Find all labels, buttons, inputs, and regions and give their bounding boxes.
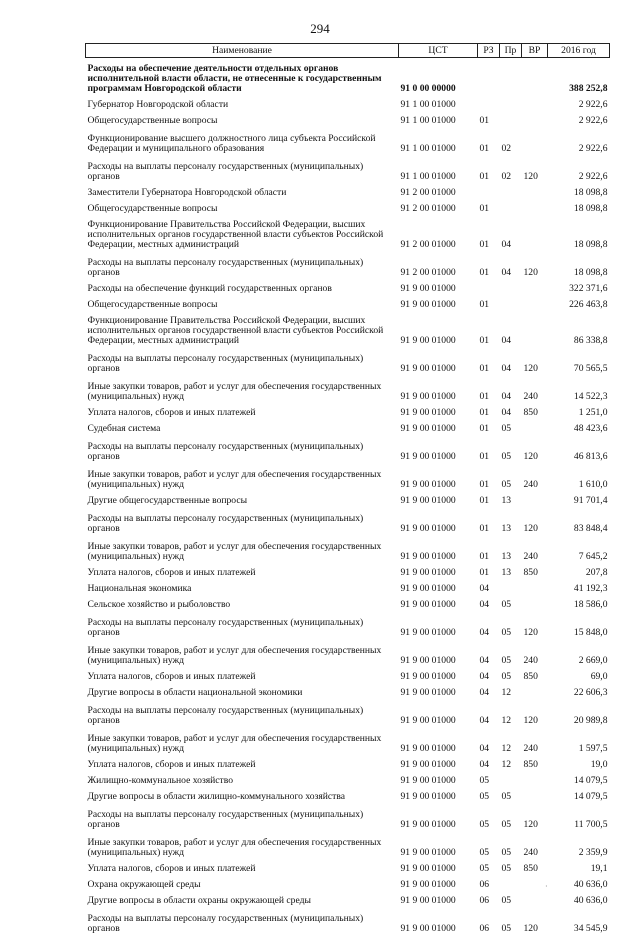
cell-cst: 91 9 00 01000 — [399, 434, 478, 462]
cell-vr — [522, 126, 548, 154]
cell-vr — [522, 682, 548, 698]
cell-pr: 05 — [500, 418, 522, 434]
cell-amount: 1 610,0 — [548, 462, 610, 490]
cell-cst: 91 2 00 01000 — [399, 214, 478, 250]
cell-name: Губернатор Новгородской области — [86, 94, 399, 110]
cell-name: Расходы на выплаты персоналу государственных (муниципальных) органов — [86, 154, 399, 182]
cell-amount: 11 700,5 — [548, 802, 610, 830]
cell-vr — [522, 214, 548, 250]
cell-cst: 91 1 00 01000 — [399, 126, 478, 154]
cell-rz: 04 — [478, 578, 500, 594]
cell-rz: 01 — [478, 562, 500, 578]
cell-cst: 91 9 00 01000 — [399, 534, 478, 562]
cell-pr — [500, 182, 522, 198]
cell-vr: 240 — [522, 830, 548, 858]
cell-vr — [522, 198, 548, 214]
cell-rz: 01 — [478, 346, 500, 374]
cell-amount: 2 922,6 — [548, 126, 610, 154]
cell-name: Другие вопросы в области жилищно-коммунального хозяйства — [86, 786, 399, 802]
cell-amount: 19,0 — [548, 754, 610, 770]
cell-name: Расходы на выплаты персоналу государственных (муниципальных) органов — [86, 802, 399, 830]
cell-name: Национальная экономика — [86, 578, 399, 594]
cell-name: Расходы на обеспечение функций государственных органов — [86, 278, 399, 294]
cell-rz: 01 — [478, 294, 500, 310]
cell-vr — [522, 110, 548, 126]
cell-vr: 240 — [522, 462, 548, 490]
cell-vr: 120 — [522, 610, 548, 638]
cell-amount: 18 098,8 — [548, 182, 610, 198]
cell-cst: 91 1 00 01000 — [399, 154, 478, 182]
cell-name: Расходы на выплаты персоналу государственных (муниципальных) органов — [86, 250, 399, 278]
cell-name: Сельское хозяйство и рыболовство — [86, 594, 399, 610]
cell-vr — [522, 786, 548, 802]
cell-pr: 05 — [500, 610, 522, 638]
cell-pr: 04 — [500, 346, 522, 374]
cell-name: Иные закупки товаров, работ и услуг для обеспечения государственных (муниципальных) нужд — [86, 830, 399, 858]
cell-cst: 91 9 00 01000 — [399, 754, 478, 770]
table-row — [86, 770, 610, 786]
table-row — [86, 610, 610, 638]
cell-name: Расходы на выплаты персоналу государственных (муниципальных) органов — [86, 610, 399, 638]
cell-pr: 13 — [500, 506, 522, 534]
cell-name: Другие общегосударственные вопросы — [86, 490, 399, 506]
table-row — [86, 462, 610, 490]
cell-amount: 1 251,0 — [548, 402, 610, 418]
cell-pr: 13 — [500, 562, 522, 578]
table-header — [86, 44, 610, 58]
page-number: 294 — [0, 21, 640, 37]
cell-cst: 91 1 00 01000 — [399, 110, 478, 126]
cell-cst: 91 9 00 01000 — [399, 890, 478, 906]
cell-name: Другие вопросы в области национальной экономики — [86, 682, 399, 698]
cell-vr — [522, 578, 548, 594]
cell-rz: 04 — [478, 698, 500, 726]
cell-name: Иные закупки товаров, работ и услуг для обеспечения государственных (муниципальных) нужд — [86, 534, 399, 562]
cell-pr: 05 — [500, 638, 522, 666]
cell-rz: 01 — [478, 198, 500, 214]
cell-pr — [500, 578, 522, 594]
cell-rz: 06 — [478, 890, 500, 906]
cell-name: Расходы на выплаты персоналу государственных (муниципальных) органов — [86, 506, 399, 534]
table-row — [86, 754, 610, 770]
cell-cst: 91 9 00 01000 — [399, 858, 478, 874]
cell-amount: 2 922,6 — [548, 94, 610, 110]
cell-pr: 02 — [500, 126, 522, 154]
table-body — [86, 58, 610, 934]
table-row — [86, 906, 610, 934]
table-row — [86, 490, 610, 506]
cell-cst: 91 9 00 01000 — [399, 374, 478, 402]
cell-amount: 322 371,6 — [548, 278, 610, 294]
cell-name: Уплата налогов, сборов и иных платежей — [86, 858, 399, 874]
cell-amount: 2 922,6 — [548, 154, 610, 182]
cell-vr — [522, 594, 548, 610]
table-row — [86, 126, 610, 154]
cell-cst: 91 9 00 01000 — [399, 638, 478, 666]
cell-vr: 240 — [522, 638, 548, 666]
cell-vr: 240 — [522, 726, 548, 754]
table-row — [86, 534, 610, 562]
cell-rz — [478, 278, 500, 294]
cell-amount: 2 922,6 — [548, 110, 610, 126]
cell-pr: 04 — [500, 402, 522, 418]
cell-cst: 91 9 00 01000 — [399, 726, 478, 754]
cell-rz: 01 — [478, 250, 500, 278]
table-row — [86, 890, 610, 906]
cell-pr: 02 — [500, 154, 522, 182]
cell-amount: 40 636,0 — [548, 890, 610, 906]
table-row — [86, 830, 610, 858]
cell-rz: 05 — [478, 830, 500, 858]
cell-pr — [500, 94, 522, 110]
cell-cst: 91 9 00 01000 — [399, 874, 478, 890]
cell-pr: 05 — [500, 830, 522, 858]
table-row — [86, 434, 610, 462]
table-row — [86, 182, 610, 198]
table-row — [86, 402, 610, 418]
cell-pr: 05 — [500, 906, 522, 934]
cell-vr — [522, 310, 548, 346]
cell-name: Уплата налогов, сборов и иных платежей — [86, 666, 399, 682]
cell-amount: 207,8 — [548, 562, 610, 578]
cell-pr: 12 — [500, 754, 522, 770]
cell-name: Расходы на выплаты персоналу государственных (муниципальных) органов — [86, 906, 399, 934]
cell-amount: 41 192,3 — [548, 578, 610, 594]
cell-name: Функционирование высшего должностного лица субъекта Российской Федерации и муниципального образования — [86, 126, 399, 154]
cell-vr — [522, 770, 548, 786]
cell-name: Уплата налогов, сборов и иных платежей — [86, 754, 399, 770]
cell-cst: 91 9 00 01000 — [399, 562, 478, 578]
cell-amount: 34 545,9 — [548, 906, 610, 934]
cell-pr — [500, 58, 522, 95]
cell-amount: 91 701,4 — [548, 490, 610, 506]
cell-vr: 850 — [522, 562, 548, 578]
cell-rz — [478, 182, 500, 198]
table-row — [86, 310, 610, 346]
table-row — [86, 682, 610, 698]
cell-rz: 01 — [478, 214, 500, 250]
table-row — [86, 418, 610, 434]
cell-rz: 04 — [478, 666, 500, 682]
cell-pr: 05 — [500, 594, 522, 610]
cell-amount: 48 423,6 — [548, 418, 610, 434]
cell-rz: 01 — [478, 126, 500, 154]
cell-name: Охрана окружающей среды — [86, 874, 399, 890]
cell-cst: 91 9 00 01000 — [399, 294, 478, 310]
cell-cst: 91 9 00 01000 — [399, 682, 478, 698]
cell-cst: 91 9 00 01000 — [399, 278, 478, 294]
cell-pr: 05 — [500, 462, 522, 490]
header-cst: ЦСТ — [399, 44, 478, 58]
cell-amount: 69,0 — [548, 666, 610, 682]
cell-name: Иные закупки товаров, работ и услуг для обеспечения государственных (муниципальных) нужд — [86, 726, 399, 754]
cell-vr: 850 — [522, 754, 548, 770]
cell-rz: 01 — [478, 310, 500, 346]
cell-vr: 850 — [522, 858, 548, 874]
cell-cst: 91 9 00 01000 — [399, 906, 478, 934]
cell-vr — [522, 58, 548, 95]
cell-cst: 91 9 00 01000 — [399, 418, 478, 434]
header-name: Наименование — [86, 44, 399, 58]
cell-cst: 91 9 00 01000 — [399, 578, 478, 594]
table-row — [86, 278, 610, 294]
scan-speck: · — [545, 882, 548, 891]
cell-name: Судебная система — [86, 418, 399, 434]
cell-vr — [522, 182, 548, 198]
cell-amount: 22 606,3 — [548, 682, 610, 698]
table-row — [86, 154, 610, 182]
cell-amount: 2 359,9 — [548, 830, 610, 858]
cell-vr — [522, 874, 548, 890]
cell-vr: 120 — [522, 698, 548, 726]
table-row — [86, 198, 610, 214]
cell-name: Иные закупки товаров, работ и услуг для обеспечения государственных (муниципальных) нужд — [86, 638, 399, 666]
cell-vr — [522, 418, 548, 434]
cell-cst: 91 9 00 01000 — [399, 770, 478, 786]
cell-rz: 01 — [478, 462, 500, 490]
cell-pr: 04 — [500, 214, 522, 250]
cell-vr: 240 — [522, 374, 548, 402]
cell-rz: 05 — [478, 770, 500, 786]
cell-cst: 91 9 00 01000 — [399, 346, 478, 374]
cell-pr: 12 — [500, 726, 522, 754]
cell-name: Расходы на обеспечение деятельности отдельных органов исполнительной власти области, не отнесенные к государственным программам Новгородской области — [86, 58, 399, 95]
cell-name: Иные закупки товаров, работ и услуг для обеспечения государственных (муниципальных) нужд — [86, 374, 399, 402]
table-row — [86, 214, 610, 250]
cell-pr: 05 — [500, 786, 522, 802]
cell-cst: 91 9 00 01000 — [399, 506, 478, 534]
cell-amount: 226 463,8 — [548, 294, 610, 310]
cell-vr: 120 — [522, 506, 548, 534]
cell-amount: 40 636,0 — [548, 874, 610, 890]
cell-pr — [500, 198, 522, 214]
cell-amount: 18 098,8 — [548, 198, 610, 214]
cell-amount: 86 338,8 — [548, 310, 610, 346]
table-row — [86, 58, 610, 95]
cell-cst: 91 2 00 01000 — [399, 250, 478, 278]
cell-pr — [500, 278, 522, 294]
cell-vr: 120 — [522, 802, 548, 830]
cell-rz — [478, 58, 500, 95]
cell-pr: 05 — [500, 666, 522, 682]
cell-cst: 91 9 00 01000 — [399, 462, 478, 490]
table-row — [86, 374, 610, 402]
cell-amount: 14 079,5 — [548, 786, 610, 802]
cell-rz: 06 — [478, 874, 500, 890]
table-row — [86, 562, 610, 578]
cell-rz: 04 — [478, 726, 500, 754]
table-row — [86, 786, 610, 802]
cell-cst: 91 9 00 01000 — [399, 666, 478, 682]
cell-pr: 05 — [500, 802, 522, 830]
cell-rz — [478, 94, 500, 110]
cell-vr: 120 — [522, 906, 548, 934]
cell-name: Заместители Губернатора Новгородской области — [86, 182, 399, 198]
cell-rz: 01 — [478, 402, 500, 418]
cell-name: Общегосударственные вопросы — [86, 110, 399, 126]
cell-name: Функционирование Правительства Российской Федерации, высших исполнительных органов государственной власти субъектов Российской Федерации, местных администраций — [86, 310, 399, 346]
cell-amount: 14 522,3 — [548, 374, 610, 402]
cell-name: Расходы на выплаты персоналу государственных (муниципальных) органов — [86, 346, 399, 374]
cell-vr: 120 — [522, 250, 548, 278]
cell-cst: 91 9 00 01000 — [399, 490, 478, 506]
cell-pr: 12 — [500, 682, 522, 698]
cell-vr: 120 — [522, 346, 548, 374]
cell-vr — [522, 278, 548, 294]
table-row — [86, 726, 610, 754]
header-vr: ВР — [522, 44, 548, 58]
cell-rz: 04 — [478, 754, 500, 770]
cell-pr — [500, 770, 522, 786]
cell-cst: 91 9 00 01000 — [399, 610, 478, 638]
cell-amount: 18 586,0 — [548, 594, 610, 610]
table-row — [86, 110, 610, 126]
table-row — [86, 94, 610, 110]
cell-amount: 19,1 — [548, 858, 610, 874]
cell-pr: 05 — [500, 434, 522, 462]
cell-rz: 04 — [478, 610, 500, 638]
cell-rz: 01 — [478, 374, 500, 402]
cell-vr: 120 — [522, 434, 548, 462]
cell-rz: 05 — [478, 802, 500, 830]
cell-cst: 91 9 00 01000 — [399, 698, 478, 726]
budget-table — [85, 43, 610, 934]
cell-cst: 91 9 00 01000 — [399, 786, 478, 802]
cell-rz: 01 — [478, 434, 500, 462]
cell-pr: 04 — [500, 374, 522, 402]
cell-rz: 01 — [478, 110, 500, 126]
cell-vr: 850 — [522, 402, 548, 418]
cell-rz: 04 — [478, 682, 500, 698]
cell-amount: 83 848,4 — [548, 506, 610, 534]
header-year: 2016 год — [548, 44, 610, 58]
cell-pr — [500, 294, 522, 310]
cell-amount: 46 813,6 — [548, 434, 610, 462]
cell-rz: 01 — [478, 534, 500, 562]
cell-pr: 12 — [500, 698, 522, 726]
cell-vr — [522, 94, 548, 110]
table-row — [86, 874, 610, 890]
cell-name: Другие вопросы в области охраны окружающей среды — [86, 890, 399, 906]
cell-name: Функционирование Правительства Российской Федерации, высших исполнительных органов государственной власти субъектов Российской Федерации, местных администраций — [86, 214, 399, 250]
cell-cst: 91 1 00 01000 — [399, 94, 478, 110]
cell-amount: 18 098,8 — [548, 214, 610, 250]
cell-amount: 388 252,8 — [548, 58, 610, 95]
cell-name: Общегосударственные вопросы — [86, 294, 399, 310]
cell-cst: 91 9 00 01000 — [399, 402, 478, 418]
cell-cst: 91 9 00 01000 — [399, 310, 478, 346]
cell-pr — [500, 110, 522, 126]
cell-amount: 14 079,5 — [548, 770, 610, 786]
cell-vr — [522, 294, 548, 310]
cell-vr — [522, 890, 548, 906]
cell-vr: 850 — [522, 666, 548, 682]
cell-vr — [522, 490, 548, 506]
table-row — [86, 858, 610, 874]
cell-cst: 91 2 00 01000 — [399, 182, 478, 198]
cell-name: Уплата налогов, сборов и иных платежей — [86, 562, 399, 578]
table-row — [86, 578, 610, 594]
table-row — [86, 638, 610, 666]
cell-amount: 70 565,5 — [548, 346, 610, 374]
cell-pr: 13 — [500, 534, 522, 562]
cell-amount: 18 098,8 — [548, 250, 610, 278]
header-pr: Пр — [500, 44, 522, 58]
table-row — [86, 594, 610, 610]
cell-vr: 120 — [522, 154, 548, 182]
cell-rz: 01 — [478, 506, 500, 534]
cell-amount: 20 989,8 — [548, 698, 610, 726]
cell-pr: 04 — [500, 310, 522, 346]
cell-pr: 05 — [500, 858, 522, 874]
cell-cst: 91 9 00 01000 — [399, 802, 478, 830]
cell-rz: 01 — [478, 490, 500, 506]
table-row — [86, 802, 610, 830]
cell-name: Жилищно-коммунальное хозяйство — [86, 770, 399, 786]
cell-name: Общегосударственные вопросы — [86, 198, 399, 214]
table-row — [86, 294, 610, 310]
cell-name: Иные закупки товаров, работ и услуг для обеспечения государственных (муниципальных) нужд — [86, 462, 399, 490]
cell-name: Расходы на выплаты персоналу государственных (муниципальных) органов — [86, 698, 399, 726]
cell-rz: 01 — [478, 418, 500, 434]
cell-rz: 05 — [478, 786, 500, 802]
cell-amount: 1 597,5 — [548, 726, 610, 754]
table-row — [86, 666, 610, 682]
cell-name: Расходы на выплаты персоналу государственных (муниципальных) органов — [86, 434, 399, 462]
cell-cst: 91 9 00 01000 — [399, 594, 478, 610]
cell-cst: 91 9 00 01000 — [399, 830, 478, 858]
cell-pr — [500, 874, 522, 890]
cell-amount: 15 848,0 — [548, 610, 610, 638]
cell-pr: 04 — [500, 250, 522, 278]
cell-rz: 06 — [478, 906, 500, 934]
table-row — [86, 506, 610, 534]
cell-cst: 91 0 00 00000 — [399, 58, 478, 95]
table-row — [86, 698, 610, 726]
cell-pr: 05 — [500, 890, 522, 906]
cell-cst: 91 2 00 01000 — [399, 198, 478, 214]
cell-rz: 04 — [478, 594, 500, 610]
table-row — [86, 346, 610, 374]
cell-rz: 05 — [478, 858, 500, 874]
cell-amount: 7 645,2 — [548, 534, 610, 562]
cell-amount: 2 669,0 — [548, 638, 610, 666]
cell-pr: 13 — [500, 490, 522, 506]
cell-rz: 04 — [478, 638, 500, 666]
header-rz: РЗ — [478, 44, 500, 58]
cell-rz: 01 — [478, 154, 500, 182]
cell-name: Уплата налогов, сборов и иных платежей — [86, 402, 399, 418]
cell-vr: 240 — [522, 534, 548, 562]
table-row — [86, 250, 610, 278]
